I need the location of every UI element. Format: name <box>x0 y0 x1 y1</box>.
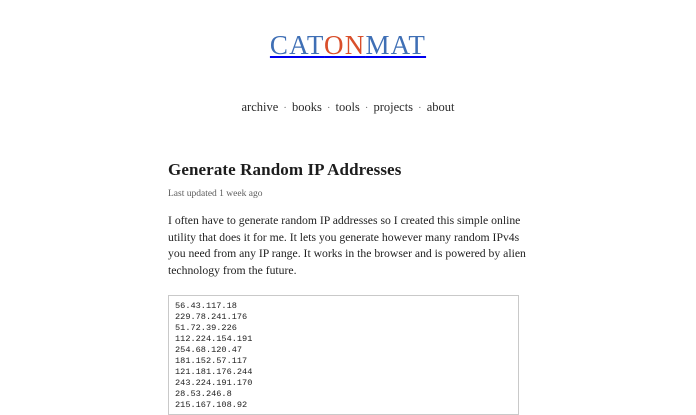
nav-item-tools[interactable]: tools <box>335 100 360 114</box>
nav-separator: · <box>364 102 369 114</box>
logo-text-cat: CAT <box>269 30 325 60</box>
last-updated-text: Last updated 1 week ago <box>168 189 263 199</box>
logo-text-on: ON <box>324 30 366 60</box>
generated-ip-output[interactable] <box>168 295 519 415</box>
page-title: Generate Random IP Addresses <box>168 160 402 179</box>
logo-text-mat: MAT <box>365 30 427 60</box>
nav-separator: · <box>283 102 287 114</box>
nav-separator: · <box>326 102 331 114</box>
intro-paragraph: I often have to generate random IP addresses so I created this simple online utility that does it for me. It lets you generate however many random IPv4s you need from any IP range. It works in the browser and is powered by alien technology from the future. <box>168 214 526 277</box>
nav-item-archive[interactable]: archive <box>241 100 279 114</box>
main-navigation <box>0 100 696 115</box>
nav-item-projects[interactable]: projects <box>373 100 414 114</box>
article-content <box>168 160 528 415</box>
nav-item-about[interactable]: about <box>426 100 455 114</box>
site-logo[interactable] <box>270 30 426 61</box>
nav-separator: · <box>418 102 422 114</box>
site-header <box>0 0 696 61</box>
nav-item-books[interactable]: books <box>291 100 322 114</box>
